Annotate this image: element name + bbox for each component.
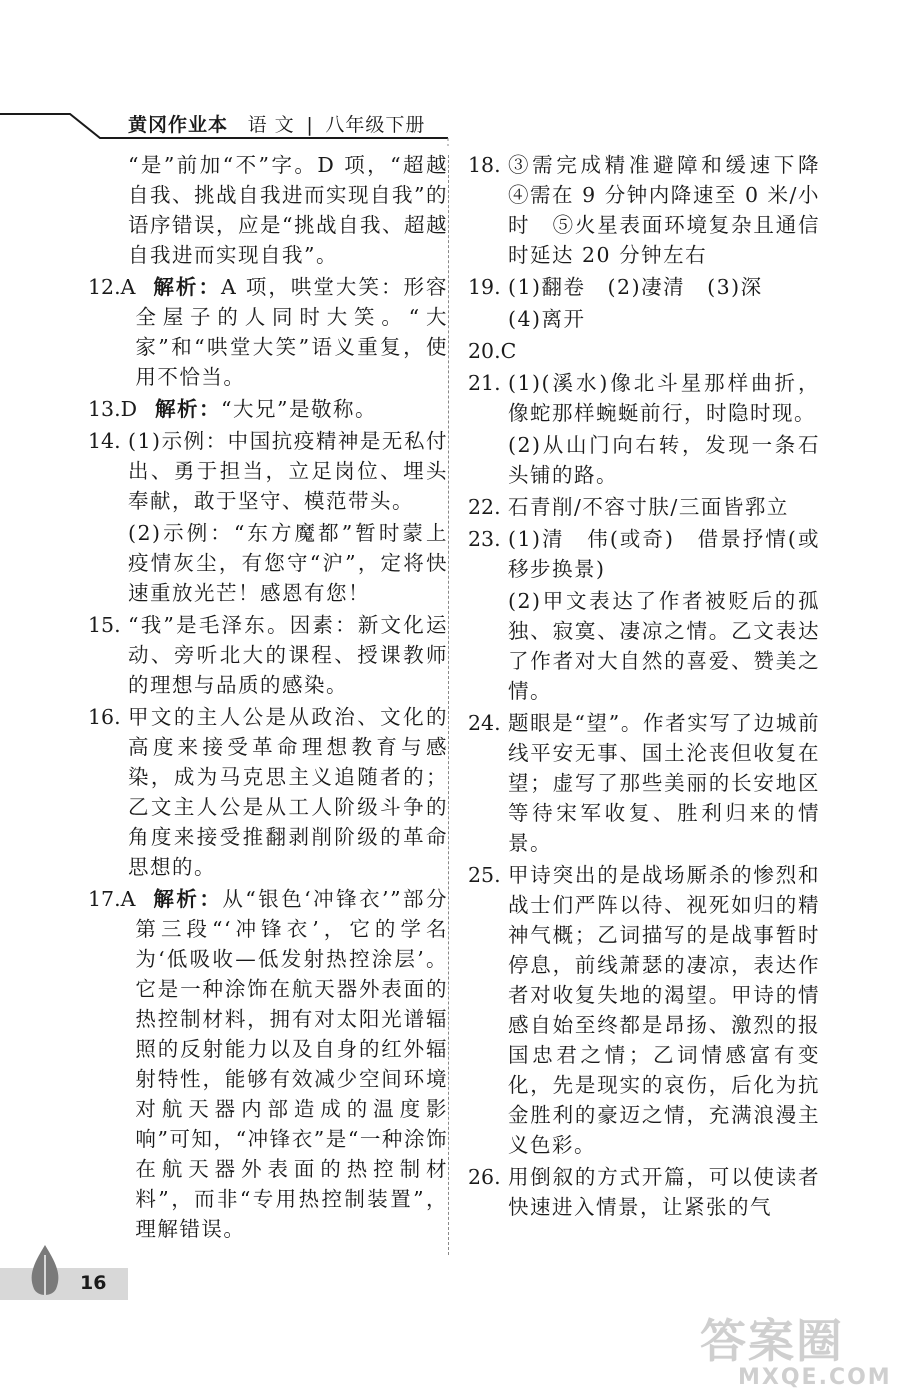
answer-text-block: [128, 426, 448, 516]
leaf-icon: [28, 1245, 62, 1301]
left-column: [88, 150, 448, 1246]
page-header: [0, 100, 900, 150]
answer-item: [468, 1162, 820, 1222]
answer-text: 用倒叙的方式开篇，可以使读者快速进入情景，让紧张的气: [508, 1165, 820, 1219]
question-number: 19.: [468, 275, 501, 299]
answer-text-block: [128, 610, 448, 700]
question-number: 25.: [468, 863, 501, 887]
question-number: 18.: [468, 153, 501, 177]
answer-text-block: [508, 1162, 820, 1222]
grade-label: 八年级下册: [325, 114, 426, 136]
question-number: 14.: [88, 429, 121, 453]
answer-item: [468, 860, 820, 1160]
column-divider: [448, 155, 449, 1255]
answer-continuation: “是”前加“不”字。D 项，“超越自我、挑战自我进而实现自我”的语序错误，应是“挑战自我、超越自我进而实现自我”。: [128, 153, 448, 267]
analysis-label: 解析：: [153, 887, 223, 911]
answer-item: [88, 394, 448, 424]
answer-text: “大兄”是敬称。: [221, 397, 378, 421]
answer-item: [468, 524, 820, 584]
answer-text-block: [508, 524, 820, 584]
answer-text-block: [508, 492, 820, 522]
answer-text: (1)翻卷 (2)凄清 (3)深: [508, 275, 763, 299]
header-separator: |: [306, 114, 314, 136]
subject-label: 语 文: [247, 114, 295, 136]
answer-text: “我”是毛泽东。因素：新文化运动、旁听北大的课程、授课教师的理想与品质的感染。: [128, 613, 448, 697]
footer-bar: [0, 1268, 128, 1300]
answer-text: A 项，哄堂大笑：形容全屋子的人同时大笑。“大家”和“哄堂大笑”语义重复，使用不恰当。: [135, 275, 449, 389]
answer-text-block: [508, 272, 820, 302]
answer-text: 从“银色‘冲锋衣’”部分第三段“‘冲锋衣’，它的学名为‘低吸收—低发射热控涂层’。它是一种涂饰在航天器外表面的热控制材料，拥有对太阳光谱辐照的反射能力以及自身的红外辐射特性，能够有效减少空间环境对航天器内部造成的温度影响”可知，“冲锋衣”是“一种涂饰在航天器外表面的热控制材料”，而非“专用热控制装置”，理解错误。: [135, 887, 448, 1241]
answer-text-block: [135, 272, 448, 392]
page-number: 16: [80, 1272, 107, 1294]
answer-text: (1)示例：中国抗疫精神是无私付出、勇于担当，立足岗位、埋头奉献，敢于坚守、模范带头。: [128, 429, 448, 513]
watermark-logo-text: 答案圈: [700, 1314, 844, 1368]
answer-continuation: (4)离开: [508, 307, 586, 331]
analysis-label: 解析：: [153, 275, 221, 299]
answer-item: [88, 884, 448, 1244]
answer-text: 甲文的主人公是从政治、文化的高度来接受革命理想教育与感染，成为马克思主义追随者的；乙文主人公是从工人阶级斗争的角度来接受推翻剥削阶级的革命思想的。: [128, 705, 448, 879]
answer-item: [468, 492, 820, 522]
answer-continuation: (2)甲文表达了作者被贬后的孤独、寂寞、凄凉之情。乙文表达了作者对大自然的喜爱、赞美之情。: [508, 589, 820, 703]
answer-text: 甲诗突出的是战场厮杀的惨烈和战士们严阵以待、视死如归的精神气概；乙词描写的是战事暂时停息，前线萧瑟的凄凉，表达作者对收复失地的渴望。甲诗的情感自始至终都是昂扬、激烈的报国忠君之情；乙词情感富有变化，先是现实的哀伤，后化为抗金胜利的豪迈之情，充满浪漫主义色彩。: [508, 863, 820, 1157]
answer-text-block: [508, 860, 820, 1160]
question-number: 26.: [468, 1165, 501, 1189]
answer-item: [88, 272, 448, 392]
answer-text-block: [516, 336, 820, 366]
answer-item: [468, 368, 820, 428]
watermark: [700, 1305, 892, 1390]
answer-item: [88, 426, 448, 516]
answer-text: ③需完成精准避障和缓速下降 ④需在 9 分钟内降速至 0 米/小时 ⑤火星表面环境复杂且通信时延达 20 分钟左右: [508, 153, 842, 267]
answer-text-block: [508, 708, 820, 858]
question-number: 21.: [468, 371, 501, 395]
answer-text: 石青削/不容寸肤/三面皆郛立: [508, 495, 789, 519]
answer-item: [88, 610, 448, 700]
answer-item: [88, 702, 448, 882]
question-number: 12.A: [88, 275, 136, 299]
question-number: 24.: [468, 711, 501, 735]
analysis-label: 解析：: [155, 397, 222, 421]
answer-text-block: [128, 702, 448, 882]
question-number: 22.: [468, 495, 501, 519]
question-number: 13.D: [88, 397, 138, 421]
right-column: [468, 150, 842, 1224]
answer-text-block: [508, 150, 842, 270]
answer-text-block: [508, 368, 820, 428]
question-number: 20.C: [468, 339, 517, 363]
answer-text: 题眼是“望”。作者实写了边城前线平安无事、国土沦丧但收复在望；虚写了那些美丽的长安地区等待宋军收复、胜利归来的情景。: [508, 711, 820, 855]
answer-item: [468, 272, 820, 302]
answer-text: (1)清 伟(或奇) 借景抒情(或移步换景): [508, 527, 820, 581]
answer-text-block: [137, 394, 448, 424]
question-number: 15.: [88, 613, 121, 637]
answer-item: [468, 708, 820, 858]
watermark-url: MXQE.COM: [738, 1365, 892, 1390]
answer-continuation: (2)示例：“东方魔都”暂时蒙上疫情灰尘，有您守“沪”，定将快速重放光芒！感恩有您！: [128, 521, 448, 605]
question-number: 23.: [468, 527, 501, 551]
book-series: 黄冈作业本: [128, 114, 229, 136]
answer-text-block: [135, 884, 448, 1244]
header-title: [128, 110, 425, 137]
answer-item: [468, 150, 842, 270]
answer-text: (1)(溪水)像北斗星那样曲折，像蛇那样蜿蜒前行，时隐时现。: [508, 371, 820, 425]
answer-item: [468, 336, 820, 366]
question-number: 17.A: [88, 887, 136, 911]
question-number: 16.: [88, 705, 121, 729]
answer-continuation: (2)从山门向右转，发现一条石头铺的路。: [508, 433, 820, 487]
